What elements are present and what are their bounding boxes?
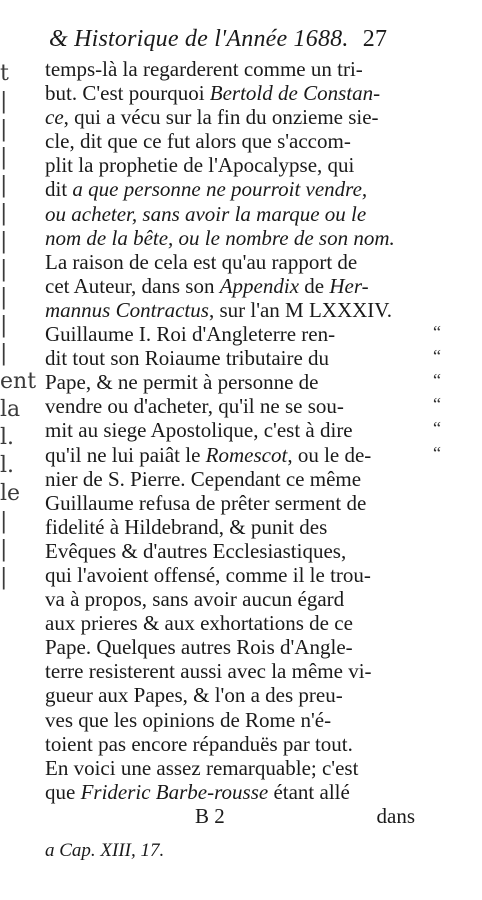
gutter-mark: l. [0,453,15,478]
text-line [45,732,415,756]
text-line [45,587,415,611]
line-segment: , ou le de- [287,442,372,467]
line-text: La raison de cela est qu'au rapport de [45,249,358,274]
gutter-mark: | [0,173,8,198]
text-line [45,81,415,105]
text-line [45,250,415,274]
line-text: ves que les opinions de Rome n'é- [45,707,332,732]
quotation-mark: “ [433,442,441,463]
footnote: a Cap. XIII, 17. [45,839,165,861]
italic-segment: Romescot [205,442,288,467]
text-line [45,394,441,419]
line-segment: étant allé [268,779,350,804]
line-text: Pape, & ne permit à personne de [45,370,319,395]
page-number: 27 [362,26,388,52]
gutter-mark: t [0,61,9,86]
italic-segment: Appendix [219,273,300,298]
gutter-mark: | [0,285,8,310]
italic-segment: ce [45,105,64,130]
italic-segment: ou acheter, sans avoir la marque ou le [45,201,367,226]
book-page [45,20,441,862]
italic-segment: mannus Contractus [45,297,209,322]
text-line [45,756,415,780]
line-text: gueur aux Papes, & l'on a des preu- [45,683,343,708]
gutter-mark: l. [0,425,15,450]
catchword: dans [376,803,415,828]
gutter-mark: | [0,201,8,226]
line-text: Evêques & d'autres Ecclesiastiques, [45,538,347,563]
gutter-mark: | [0,313,8,338]
running-header [49,26,415,53]
text-line [45,563,415,587]
line-text: va à propos, sans avoir aucun égard [45,587,345,612]
line-segment: , qui a vécu sur la fin du onzieme sie- [63,105,379,130]
line-text: vendre ou d'acheter, qu'il ne se sou- [45,394,344,419]
gutter-mark: ent [0,369,37,394]
quotation-mark: “ [433,346,441,367]
text-line [45,708,415,732]
text-line [45,683,415,707]
text-line [45,635,415,659]
quotation-mark: “ [433,322,441,343]
text-line [45,57,415,81]
line-text: terre resisterent aussi avec la même vi- [45,659,372,684]
text-line [45,780,415,804]
line-text: En voici une assez remarquable; c'est [45,755,359,780]
gutter-mark: | [0,257,8,282]
page-body [45,57,441,804]
facing-page-gutter [0,60,37,620]
line-text: plit la prophetie de l'Apocalypse, qui [45,153,355,178]
line-segment: but. C'est pourquoi [45,81,210,106]
line-segment: qu'il ne lui paiât le [45,442,206,467]
text-line [45,226,415,250]
italic-segment: Her- [329,273,369,298]
line-text: qui l'avoient offensé, comme il le trou- [45,562,371,587]
gutter-mark: | [0,229,8,254]
line-segment: cet Auteur, dans son [45,273,220,298]
line-text: dit tout son Roiaume tributaire du [45,346,330,371]
text-line [45,370,441,395]
quotation-mark: “ [433,394,441,415]
line-text: toient pas encore répanduës par tout. [45,731,353,756]
italic-segment: nom de la bête, ou le nombre de son nom. [45,225,395,250]
text-line [45,177,415,201]
text-line [45,322,441,347]
gutter-mark: la [0,397,21,422]
gutter-mark: | [0,145,8,170]
line-text: Guillaume refusa de prêter serment de [45,490,367,515]
text-line [45,298,415,322]
line-segment: dit [45,177,73,202]
gutter-mark: | [0,537,8,562]
text-line [45,611,415,635]
quotation-mark: “ [433,418,441,439]
text-line [45,346,441,371]
gutter-mark: | [0,565,8,590]
line-text: Guillaume I. Roi d'Angleterre ren- [45,322,336,347]
line-text: Pape. Quelques autres Rois d'Angle- [45,635,353,660]
text-line [45,202,415,226]
gutter-mark: | [0,341,8,366]
signature-mark: B 2 [195,803,225,828]
text-line [45,153,415,177]
text-line [45,129,415,153]
text-line [45,659,415,683]
line-text: aux prieres & aux exhortations de ce [45,611,353,636]
gutter-mark: | [0,117,8,142]
line-text: fidelité à Hildebrand, & punit des [45,514,328,539]
line-segment: , sur l'an M LXXXIV. [208,297,392,322]
gutter-mark: le [0,481,21,506]
line-text: mit au siege Apostolique, c'est à dire [45,418,353,443]
text-line [45,491,415,515]
italic-segment: Bertold de Constan- [209,81,381,106]
line-text: cle, dit que ce fut alors que s'accom- [45,129,351,154]
line-segment: que [45,779,81,804]
italic-segment: a que personne ne pourroit vendre, [72,177,368,202]
text-line [45,467,415,491]
line-segment: de [299,273,330,298]
running-title: & Historique de l'Année 1688. [49,26,349,52]
italic-segment: Frideric Barbe-rousse [80,779,269,804]
text-line [45,105,415,129]
text-line [45,274,415,298]
line-text: nier de S. Pierre. Cependant ce même [45,466,362,491]
gutter-mark: | [0,509,8,534]
text-line [45,418,441,443]
signature-row [45,804,415,830]
line-text: temps-là la regarderent comme un tri- [45,57,363,81]
gutter-mark: | [0,89,8,114]
quotation-mark: “ [433,370,441,391]
text-line [45,515,415,539]
text-line [45,442,441,467]
text-line [45,539,415,563]
